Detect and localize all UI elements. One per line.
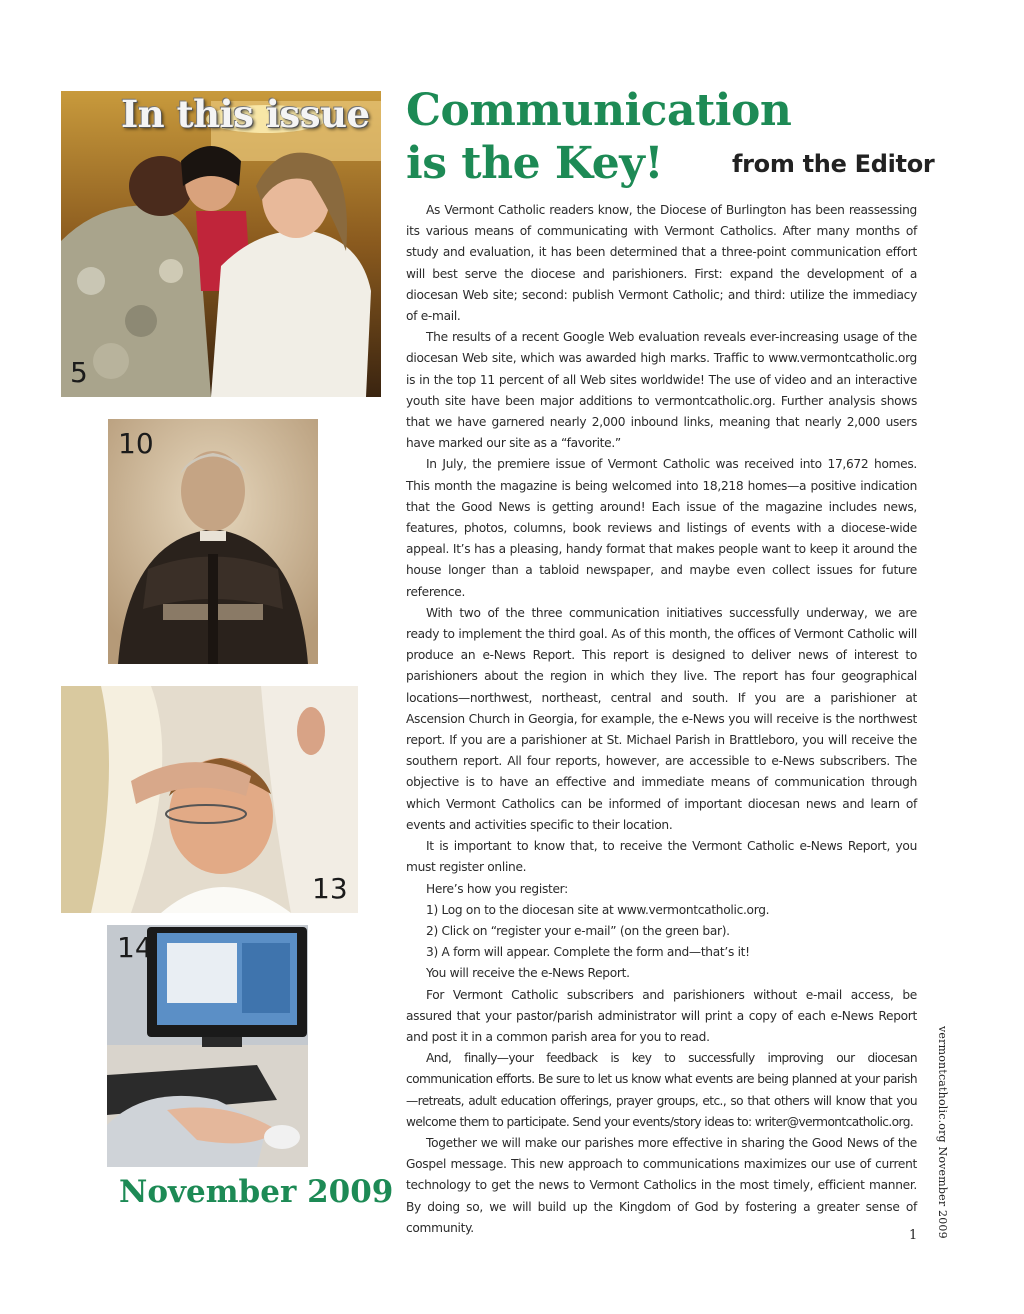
registration-step: 1) Log on to the diocesan site at www.vermontcatholic.org.: [426, 902, 770, 917]
in-this-issue-heading: In this issue: [121, 92, 370, 136]
photo-page-number: 10: [118, 427, 154, 460]
issue-date: November 2009: [119, 1174, 394, 1210]
article-paragraph: And, finally—your feedback is key to successfully improving our diocesan communication efforts. Be sure to let us know what events are being planned at your parish—retreats, adult education offerings, prayer groups, etc., so that others will know that you welcome them to participate. Send your events/story ideas to: writer@vermontcatholic.org.: [406, 1051, 917, 1129]
photo-soldier-hug-image: [61, 91, 381, 397]
article-paragraph: As Vermont Catholic readers know, the Diocese of Burlington has been reassessing its various means of communicating with Vermont Catholics. After many months of study and evaluation, it has been determined that a three-point communication effort will best serve the diocese and parishioners. First: expand the development of a diocesan Web site; second: publish Vermont Catholic; and third: utilize the immediacy of e-mail.: [406, 203, 917, 324]
article-paragraph: In July, the premiere issue of Vermont Catholic was received into 17,672 homes. This month the magazine is being welcomed into 18,218 homes—a positive indication that the Good News is getting around! Each issue of the magazine includes news, features, photos, columns, book reviews and listings of events with a diocese-wide appeal. It’s has a pleasing, handy format that makes people want to keep it around the house longer than a tabloid newspaper, and maybe even collect issues for future reference.: [406, 457, 917, 599]
registration-step: 2) Click on “register your e-mail” (on the green bar).: [426, 923, 730, 938]
article-title-line-1: Communication: [406, 85, 792, 136]
photo-page-number: 14: [117, 931, 153, 964]
article-body: [406, 200, 917, 1239]
article-byline: from the Editor: [732, 150, 935, 178]
article-title-line-2: is the Key!: [406, 138, 664, 189]
photo-soldier-hug: [61, 91, 381, 397]
registration-step: You will receive the e-News Report.: [426, 966, 630, 981]
article-paragraph: The results of a recent Google Web evaluation reveals ever-increasing usage of the diocesan Web site, which was awarded high marks. Traffic to www.vermontcatholic.org is in the top 11 percent of all Web sites worldwide! The use of video and an interactive youth site have been major additions to vermontcatholic.org. Further analysis shows that we have garnered nearly 2,000 inbound links, meaning that nearly 2,000 users have marked our site as a “favorite.”: [406, 330, 917, 451]
photo-computer-user: [107, 925, 308, 1167]
photo-page-number: 5: [70, 356, 88, 389]
article-paragraph: Together we will make our parishes more effective in sharing the Good News of the Gospel message. This new approach to communications maximizes our use of current technology to get the news to Vermont Catholics in the most timely, efficient manner. By doing so, we will build up the Kingdom of God by fostering a greater sense of community.: [406, 1135, 917, 1235]
page-number: 1: [909, 1228, 918, 1243]
photo-ordination: [61, 686, 358, 913]
photo-page-number: 13: [312, 872, 348, 905]
vertical-footer-text: vermontcatholic.org November 2009: [936, 1026, 949, 1239]
photo-bishop-portrait: [108, 419, 318, 664]
article-paragraph: It is important to know that, to receive the Vermont Catholic e-News Report, you must register online.: [406, 839, 917, 875]
article-paragraph: For Vermont Catholic subscribers and parishioners without e-mail access, be assured that your pastor/parish administrator will print a copy of each e-News Report and post it in a common parish area for you to read.: [406, 987, 917, 1044]
article-paragraph: With two of the three communication initiatives successfully underway, we are ready to implement the third goal. As of this month, the offices of Vermont Catholic will produce an e-News Report. This report is designed to deliver news of interest to parishioners about the region in which they live. The report has four geographical locations—northwest, northeast, central and south. If you are a parishioner at Ascension Church in Georgia, for example, the e-News you will receive is the northwest report. If you are a parishioner at St. Michael Parish in Brattleboro, you will receive the southern report. All four reports, however, are accessible to e-News subscribers. The objective is to have an effective and immediate means of communication through which Vermont Catholics can be informed of important diocesan news and learn of events and activities specific to their location.: [406, 605, 917, 832]
registration-step: Here’s how you register:: [426, 881, 568, 896]
registration-step: 3) A form will appear. Complete the form and—that’s it!: [426, 945, 750, 960]
